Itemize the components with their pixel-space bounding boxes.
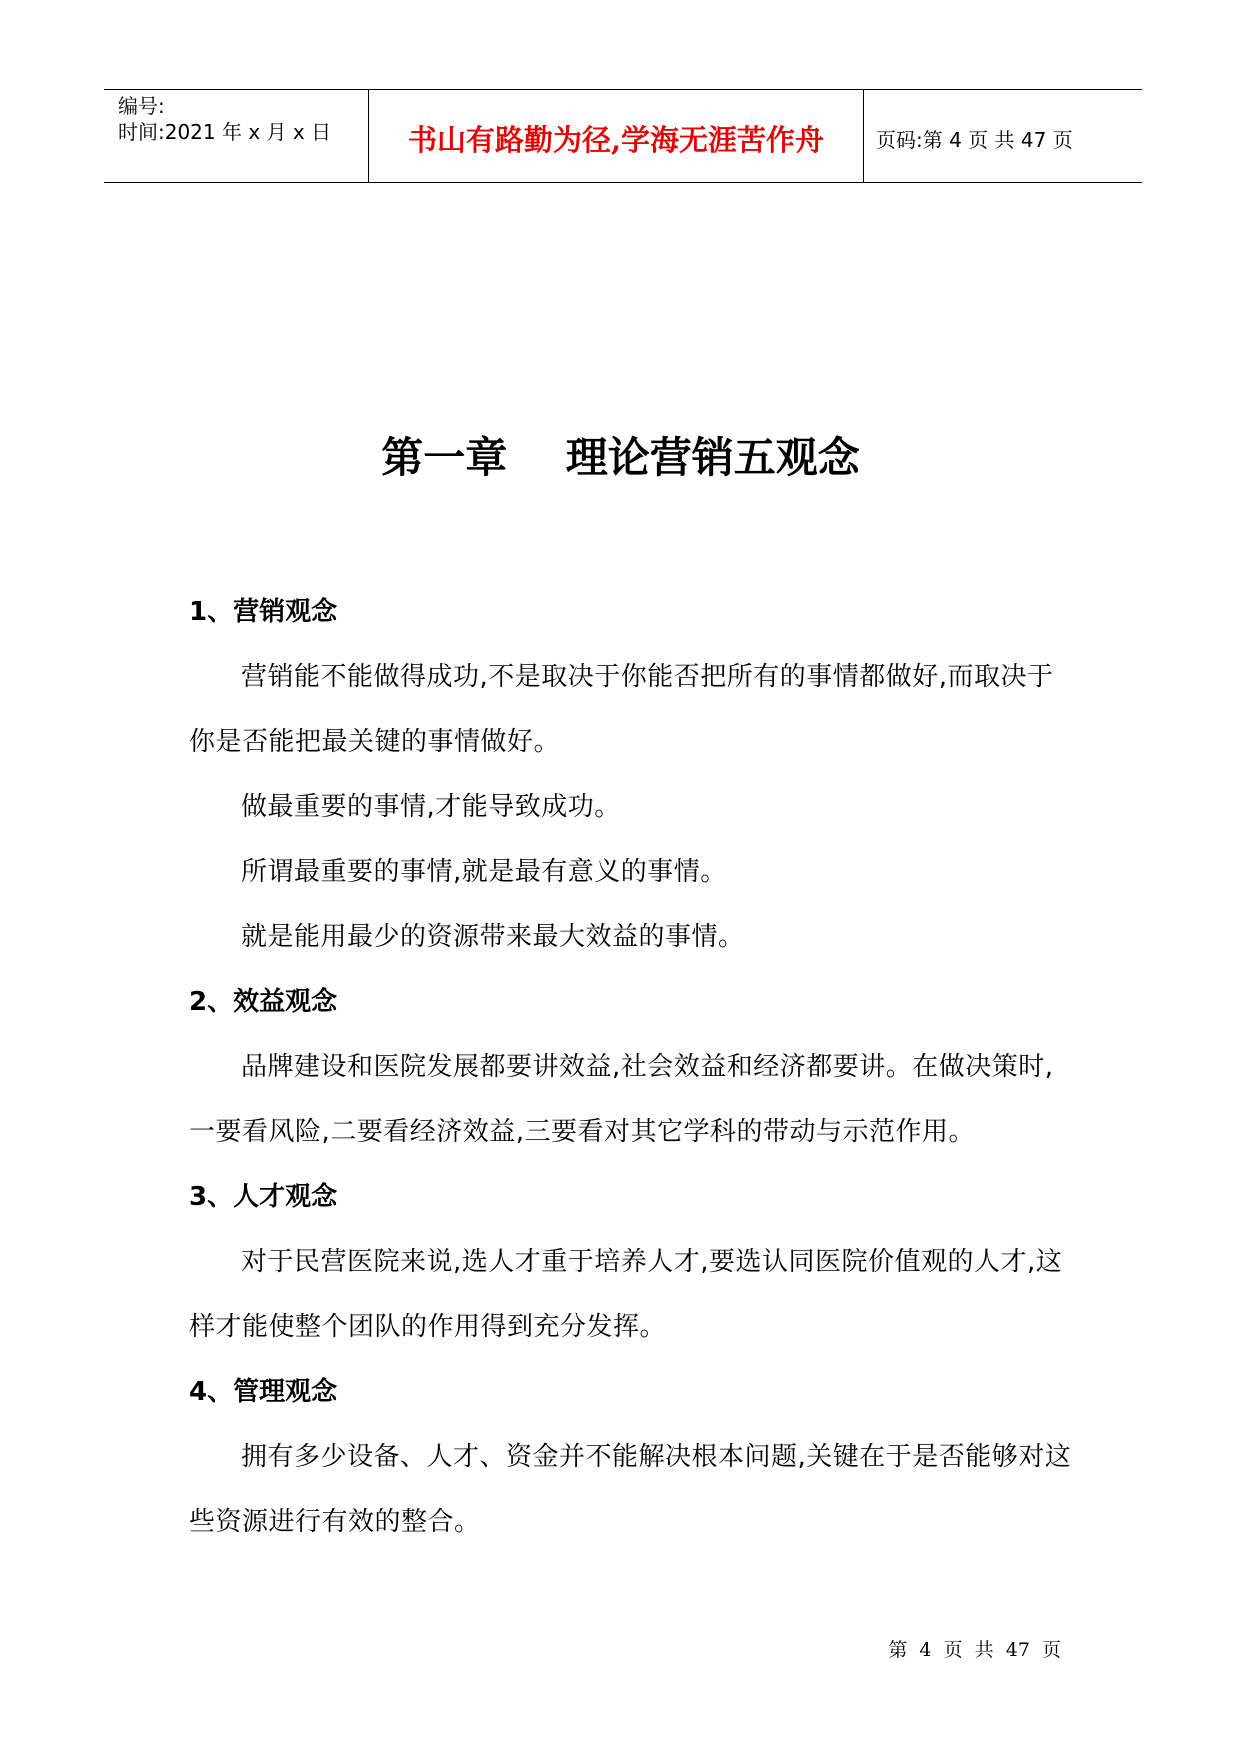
header-motto-cell <box>369 90 864 182</box>
section-talent <box>189 1165 1074 1360</box>
chapter-title: 第一章 理论营销五观念 <box>381 433 860 482</box>
time-label: 时间:2021 年 x 月 x 日 <box>118 120 332 144</box>
paragraph: 所谓最重要的事情,就是最有意义的事情。 <box>241 857 727 887</box>
section-heading: 1、营销观念 <box>189 597 338 627</box>
paragraph: 对于民营医院来说,选人才重于培养人才,要选认同医院价值观的人才,这样才能使整个团队的作用得到充分发挥。 <box>189 1247 1063 1342</box>
chapter-body <box>189 580 1074 1555</box>
header-page-cell <box>864 90 1142 182</box>
header-meta-cell <box>104 90 369 182</box>
paragraph: 拥有多少设备、人才、资金并不能解决根本问题,关键在于是否能够对这些资源进行有效的整合。 <box>189 1442 1072 1537</box>
section-heading: 4、管理观念 <box>189 1377 338 1407</box>
paragraph: 做最重要的事情,才能导致成功。 <box>241 792 621 822</box>
section-heading: 2、效益观念 <box>189 987 338 1017</box>
motto-text: 书山有路勤为径,学海无涯苦作舟 <box>407 123 825 157</box>
page-header <box>104 89 1142 183</box>
section-benefit <box>189 970 1074 1165</box>
paragraph: 就是能用最少的资源带来最大效益的事情。 <box>241 922 745 952</box>
paragraph: 营销能不能做得成功,不是取决于你能否把所有的事情都做好,而取决于你是否能把最关键的事情做好。 <box>189 662 1054 757</box>
serial-label: 编号: <box>118 94 165 118</box>
paragraph: 品牌建设和医院发展都要讲效益,社会效益和经济都要讲。在做决策时,一要看风险,二要看经济效益,三要看对其它学科的带动与示范作用。 <box>189 1052 1054 1147</box>
page-info: 页码:第 4 页 共 47 页 <box>876 128 1073 152</box>
section-marketing <box>189 580 1074 970</box>
section-heading: 3、人才观念 <box>189 1182 338 1212</box>
page-footer: 第 4 页 共 47 页 <box>888 1639 1061 1661</box>
section-management <box>189 1360 1074 1555</box>
